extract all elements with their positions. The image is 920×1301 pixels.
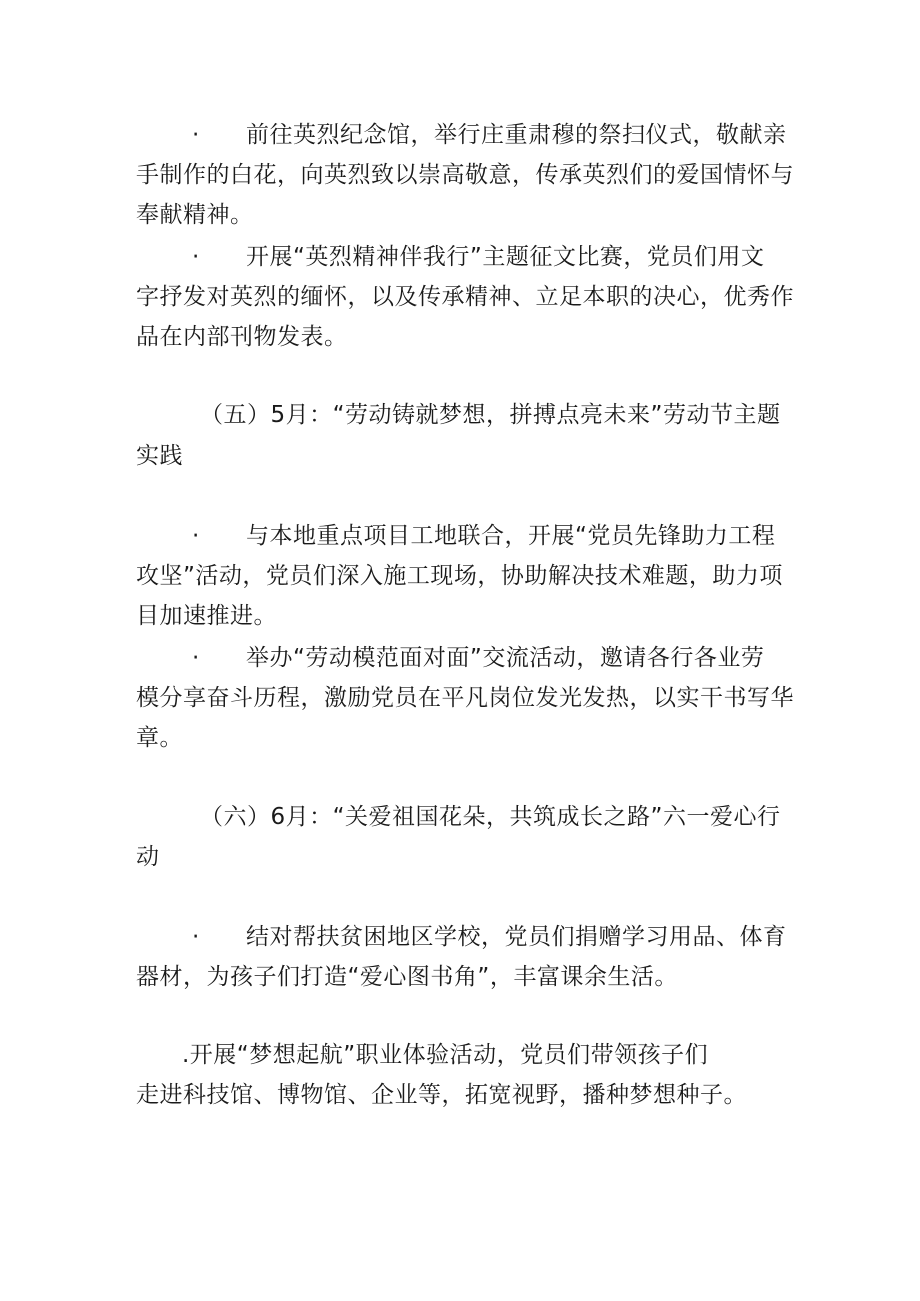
item1-line2: 手制作的白花，向英烈致以崇高敬意，传承英烈们的爱国情怀与	[136, 162, 794, 188]
item6-line2: 走进科技馆、博物馆、企业等，拓宽视野，播种梦想种子。	[136, 1082, 747, 1108]
item3-line2: 攻坚”活动，党员们深入施工现场，协助解决技术难题，助力项	[136, 563, 783, 589]
section5-heading-line1: （五）5月：“劳动铸就梦想，拼搏点亮未来”劳动节主题	[200, 402, 781, 428]
item2-line2: 字抒发对英烈的缅怀，以及传承精神、立足本职的决心，优秀作	[136, 284, 794, 310]
item4-line3: 章。	[136, 725, 183, 751]
item6-line1: .开展“梦想起航”职业体验活动，党员们带领孩子们	[182, 1042, 709, 1068]
item2-line3: 品在内部刊物发表。	[136, 324, 348, 350]
section6-heading-line2: 动	[136, 844, 160, 870]
item1-line3: 奉献精神。	[136, 202, 254, 228]
bullet-marker: ·	[192, 924, 200, 950]
item3-line1: 与本地重点项目工地联合，开展“党员先锋助力工程	[246, 523, 776, 549]
item4-line2: 模分享奋斗历程，激励党员在平凡岗位发光发热，以实干书写华	[136, 685, 794, 711]
section5-heading-line2: 实践	[136, 443, 183, 469]
item5-line1: 结对帮扶贫困地区学校，党员们捐赠学习用品、体育	[246, 924, 787, 950]
bullet-marker: ·	[192, 645, 200, 671]
item3-line3: 目加速推进。	[136, 603, 277, 629]
item5-line2: 器材，为孩子们打造“爱心图书角”，丰富课余生活。	[136, 964, 678, 990]
section6-heading-line1: （六）6月：“关爱祖国花朵，共筑成长之路”六一爱心行	[200, 804, 781, 830]
item1-line1: 前往英烈纪念馆，举行庄重肃穆的祭扫仪式，敬献亲	[246, 122, 787, 148]
bullet-marker: ·	[192, 244, 200, 270]
bullet-marker: ·	[192, 122, 200, 148]
item4-line1: 举办“劳动模范面对面”交流活动，邀请各行各业劳	[246, 645, 765, 671]
item2-line1: 开展“英烈精神伴我行”主题征文比赛，党员们用文	[246, 244, 765, 270]
bullet-marker: ·	[192, 523, 200, 549]
